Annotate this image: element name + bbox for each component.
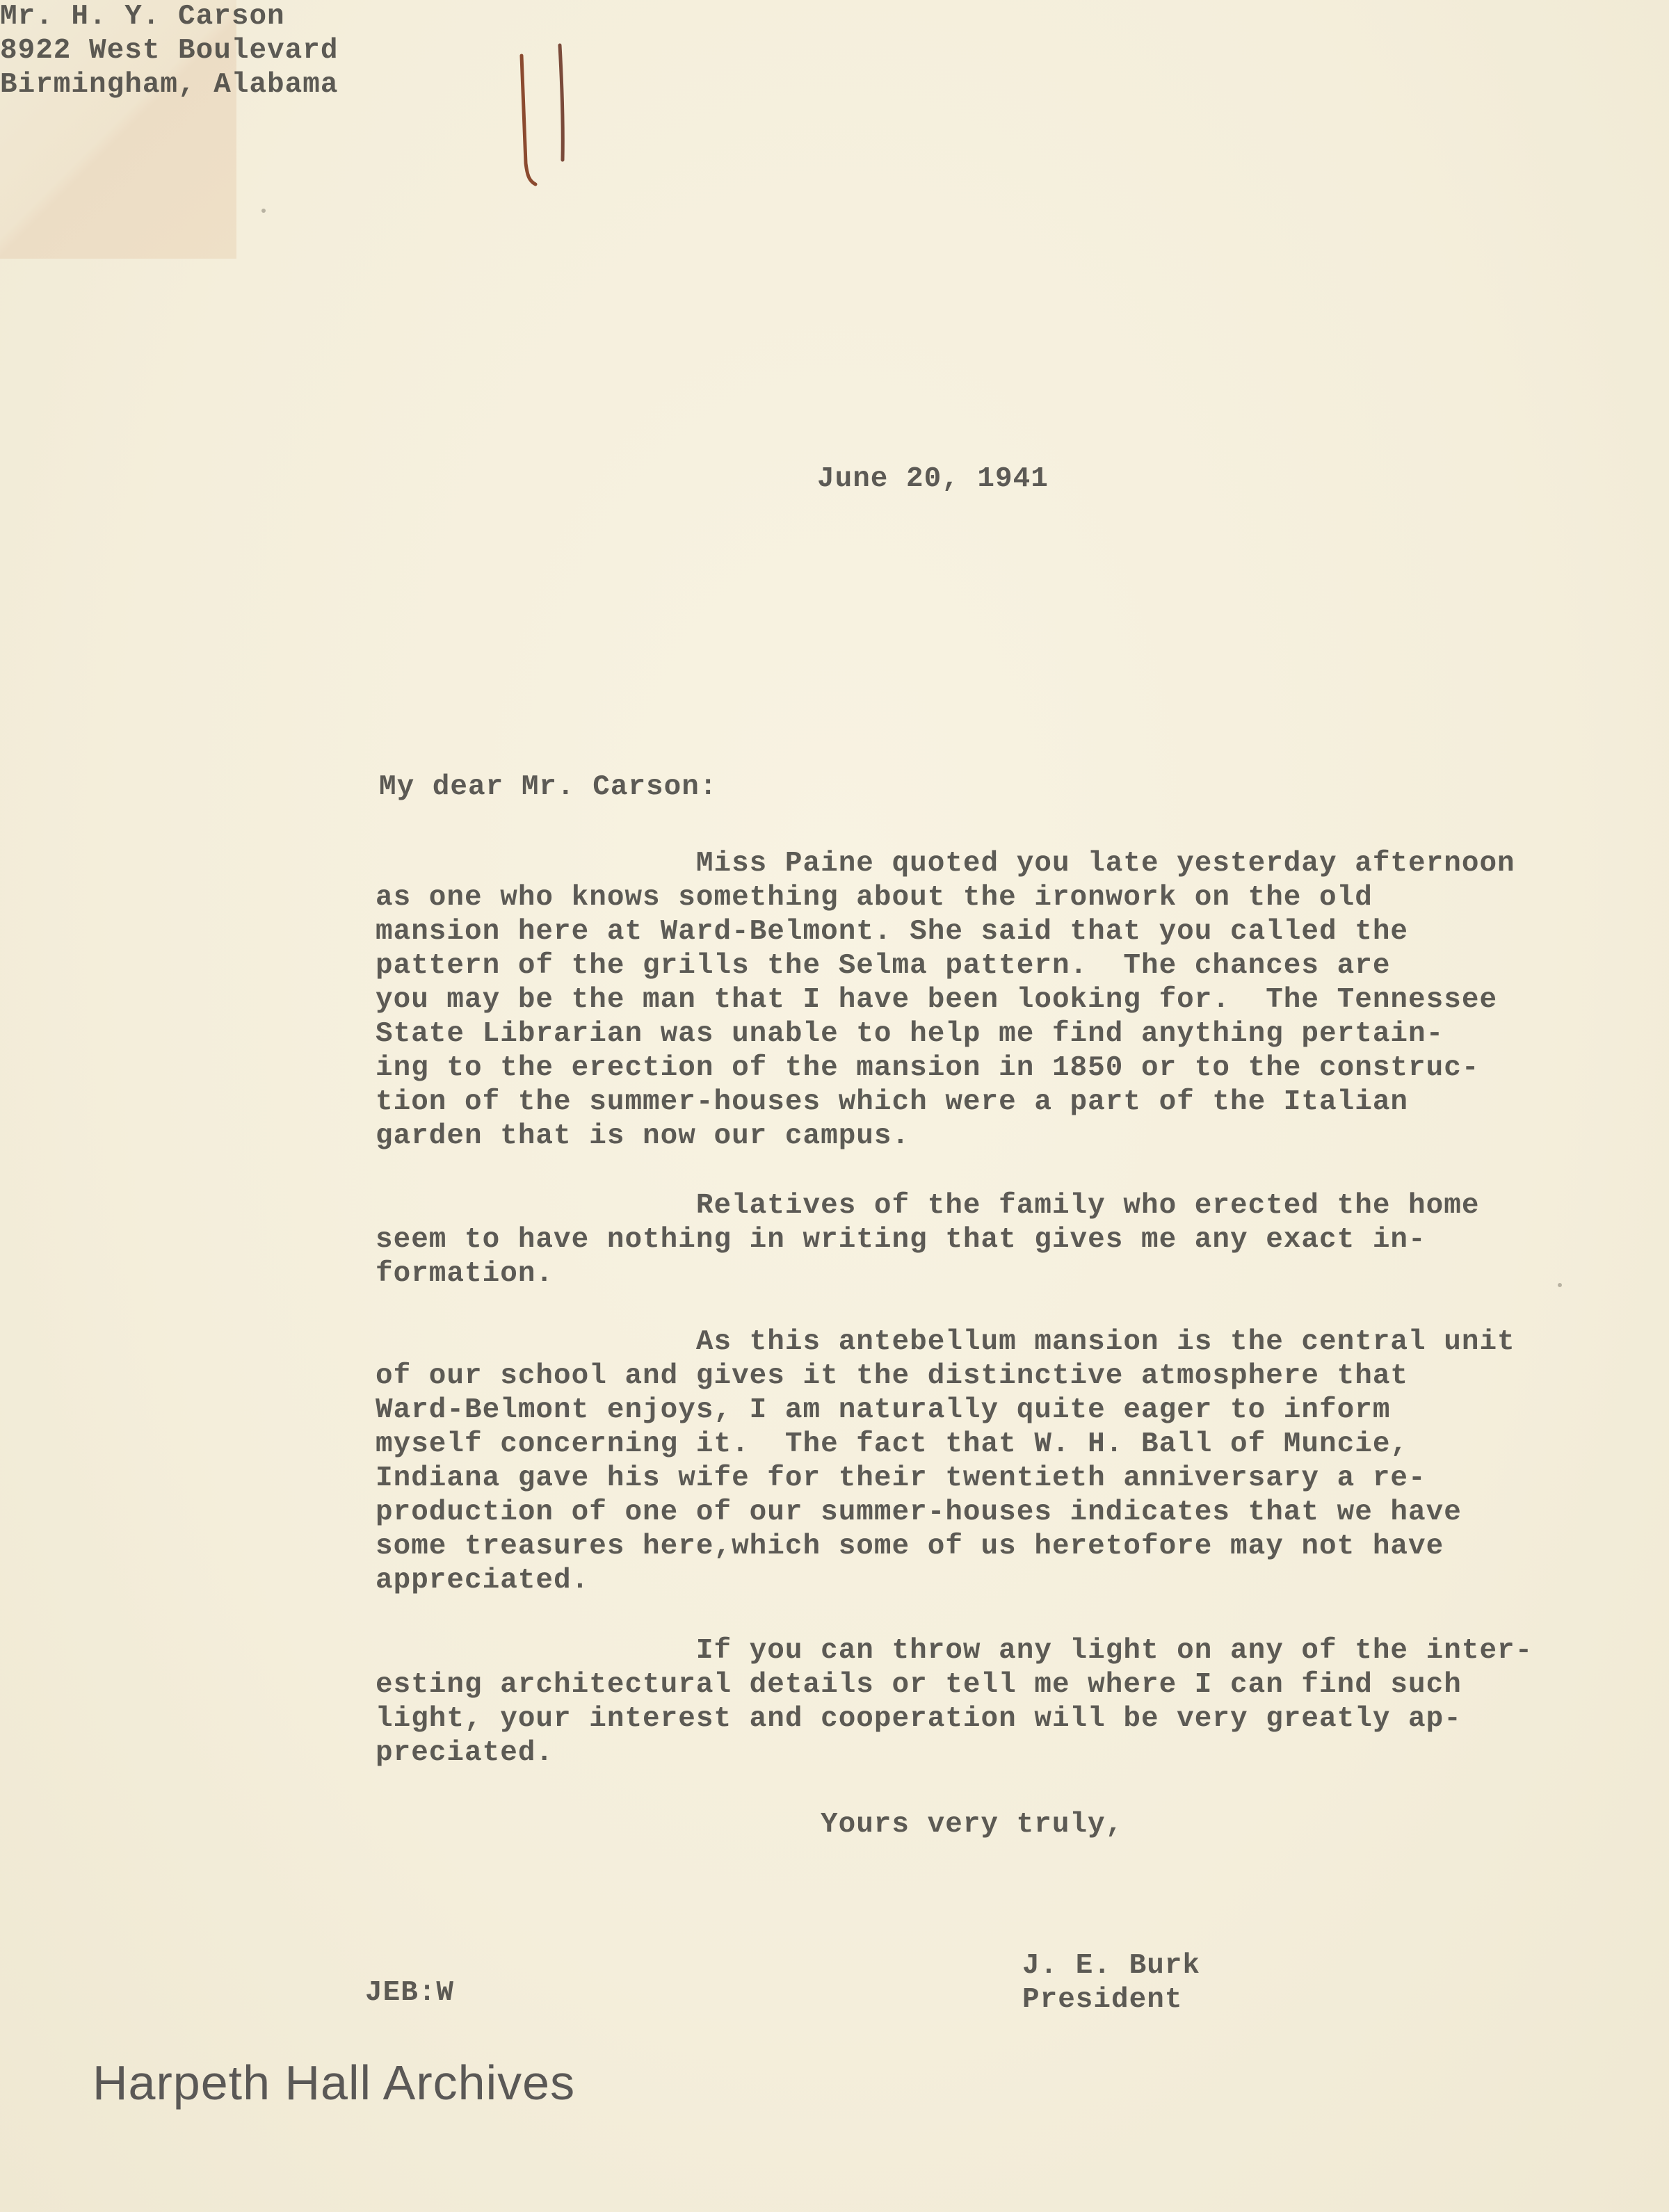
paragraph-3: As this antebellum mansion is the central unit of our school and gives it the distinctive atmosphere that Ward-Belmont enjoys, I am naturally quite eager to inform myself concerning it. The fact that W. H. Ball of Muncie, Indiana gave his wife for their twentieth anniversary a re- production of one of our summer-houses indicates that we have some treasures here,which some of us heretofore may not have appreciated. — [376, 1326, 1515, 1597]
recipient-address — [0, 0, 1669, 102]
paper-speck — [1558, 1283, 1562, 1287]
paper-speck — [261, 209, 266, 213]
archive-watermark: Harpeth Hall Archives — [92, 2056, 576, 2110]
signer-name: J. E. Burk — [1022, 1950, 1201, 1982]
salutation: My dear Mr. Carson: — [379, 771, 718, 803]
recipient-name: Mr. H. Y. Carson — [0, 1, 285, 33]
paragraph-1: Miss Paine quoted you late yesterday afternoon as one who knows something about the ironwork on the old mansion here at Ward-Belmont. She said that you called the pattern of the grills the Selma pattern. The chances are you may be the man that I have been looking for. The Tennessee State Librarian was unable to help me find anything pertain- ing to the erection of the mansion in 1850 or to the construc- tion of the summer-houses which were a part of the Italian garden that is now our campus. — [376, 848, 1515, 1152]
reference-initials: JEB:W — [365, 1977, 455, 2009]
closing: Yours very truly, — [821, 1809, 1124, 1841]
recipient-city: Birmingham, Alabama — [0, 69, 339, 101]
recipient-street: 8922 West Boulevard — [0, 35, 339, 67]
signer-title: President — [1022, 1984, 1183, 2016]
paragraph-4: If you can throw any light on any of the inter- esting architectural details or tell me where I can find such light, your interest and cooperation will be very greatly ap- preciated. — [376, 1635, 1533, 1769]
letter-date: June 20, 1941 — [817, 463, 1049, 495]
paragraph-2: Relatives of the family who erected the home seem to have nothing in writing that gives me any exact in- formation. — [376, 1190, 1480, 1290]
signature-block — [1022, 1949, 1200, 2017]
